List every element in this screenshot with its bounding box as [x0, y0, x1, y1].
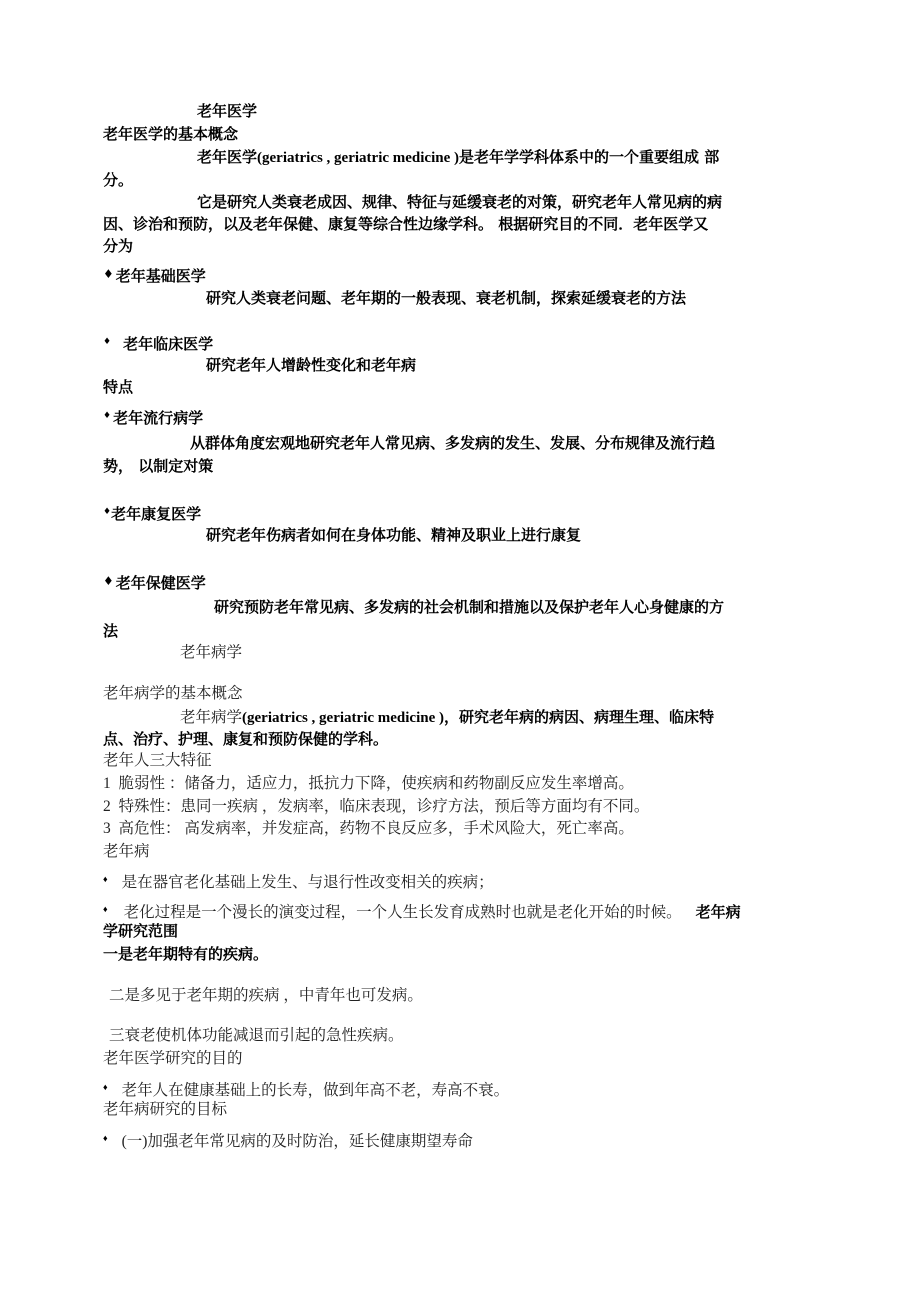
list-item: 2 特殊性：患同一疾病 ，发病率，临床表现，诊疗方法，预后等方面均有不同。	[103, 798, 650, 815]
section-heading: 老年病学的基本概念	[103, 685, 243, 702]
branch-desc: 研究老年伤病者如何在身体功能、精神及职业上进行康复	[206, 526, 582, 544]
diamond-bullet-icon: ♦	[103, 574, 114, 588]
latin-term: (geriatrics , geriatric medicine )	[257, 150, 460, 166]
diamond-bullet-icon: ♦	[103, 904, 108, 914]
item-number: 2	[103, 798, 111, 815]
branch-desc: 研究人类衰老问题、老年期的一般表现、衰老机制，探索延缓衰老的方法	[206, 289, 687, 307]
branch-title: ♦ 老年基础医学	[103, 264, 206, 286]
doc-title: 老年医学	[197, 102, 258, 120]
description-line-2: 因、诊治和预防，以及老年保健、康复等综合性边缘学科。 根据研究目的不同．老年医学又	[103, 215, 709, 233]
bullet-item: ♦ 老年人在健康基础上的长寿，做到年高不老，寿高不衰。	[103, 1077, 509, 1101]
branch-desc-2: 法	[103, 622, 119, 640]
section-heading: 老年人三大特征	[103, 752, 212, 769]
bullet-item: ♦ 是在器官老化基础上发生、与退行性改变相关的疾病；	[103, 869, 494, 893]
diamond-bullet-icon: ♦	[103, 1133, 108, 1143]
section-title: 老年病学	[180, 644, 243, 661]
branch-desc: 研究预防老年常见病、多发病的社会机制和措施以及保护老年人心身健康的方	[214, 598, 725, 616]
branch-desc-2: 特点	[103, 378, 134, 396]
section-heading: 老年医学研究的目的	[103, 1050, 243, 1067]
diamond-bullet-icon: ♦	[103, 874, 108, 884]
branch-title: ♦ 老年流行病学	[103, 406, 203, 428]
bullet-item: ♦ (一)加强老年常见病的及时防治，延长健康期望寿命	[103, 1128, 473, 1152]
list-item: 1 脆弱性 ：储备力，适应力，抵抗力下降，使疾病和药物副反应发生率增高。	[103, 775, 634, 792]
branch-desc: 研究老年人增龄性变化和老年病	[206, 356, 417, 374]
latin-term: (geriatrics , geriatric medicine )	[242, 710, 445, 726]
section-heading: 老年病研究的目标	[103, 1101, 228, 1118]
term: 老年医学	[197, 148, 258, 166]
branch-desc-2: 势， 以制定对策	[103, 457, 214, 475]
section-heading: 老年病	[103, 843, 150, 860]
scope-item: 二是多见于老年期的疾病 ，中青年也可发病。	[109, 987, 423, 1004]
diamond-bullet-icon: ♦	[103, 507, 112, 517]
section-heading: 老年医学的基本概念	[103, 125, 239, 143]
scope-heading: 老年病	[695, 903, 741, 921]
definition-line	[180, 707, 714, 728]
diamond-bullet-icon: ♦	[103, 1082, 108, 1092]
definition-line	[197, 147, 719, 168]
scope-item: 一是老年期特有的疾病。	[103, 945, 269, 963]
definition-text: 是老年学学科体系中的一个重要组成 部	[459, 148, 720, 166]
branch-title: ♦老年康复医学	[103, 502, 201, 524]
list-item: 3 高危性： 高发病率，并发症高，药物不良反应多，手术风险大，死亡率高。	[103, 820, 634, 837]
description-line-1: 它是研究人类衰老成因、规律、特征与延缓衰老的对策，研究老年人常见病的病	[197, 193, 723, 211]
scope-item: 三衰老使机体功能减退而引起的急性疾病。	[109, 1027, 404, 1044]
term: 老年病学	[180, 709, 243, 726]
scope-heading-cont: 学研究范围	[103, 922, 179, 940]
description-line-3: 分为	[103, 237, 134, 255]
branch-title: ♦ 老年保健医学	[103, 571, 206, 593]
item-number: 1	[103, 775, 111, 792]
diamond-bullet-icon: ♦	[103, 267, 114, 281]
branch-title: ♦ 老年临床医学	[103, 332, 213, 354]
diamond-bullet-icon: ♦	[103, 337, 112, 347]
definition-line-2: 分。	[103, 171, 134, 189]
bullet-item: ♦ 老化过程是一个漫长的演变过程，一个人生长发育成熟时也就是老化开始的时候。 老年病	[103, 899, 741, 923]
item-number: 3	[103, 820, 111, 837]
definition-line-2: 点、治疗、护理、康复和预防保健的学科。	[103, 730, 389, 748]
diamond-bullet-icon: ♦	[103, 411, 112, 421]
definition-text: ，研究老年病的病因、病理生理、临床特	[444, 708, 715, 726]
branch-desc: 从群体角度宏观地研究老年人常见病、多发病的发生、发展、分布规律及流行趋	[190, 434, 716, 452]
